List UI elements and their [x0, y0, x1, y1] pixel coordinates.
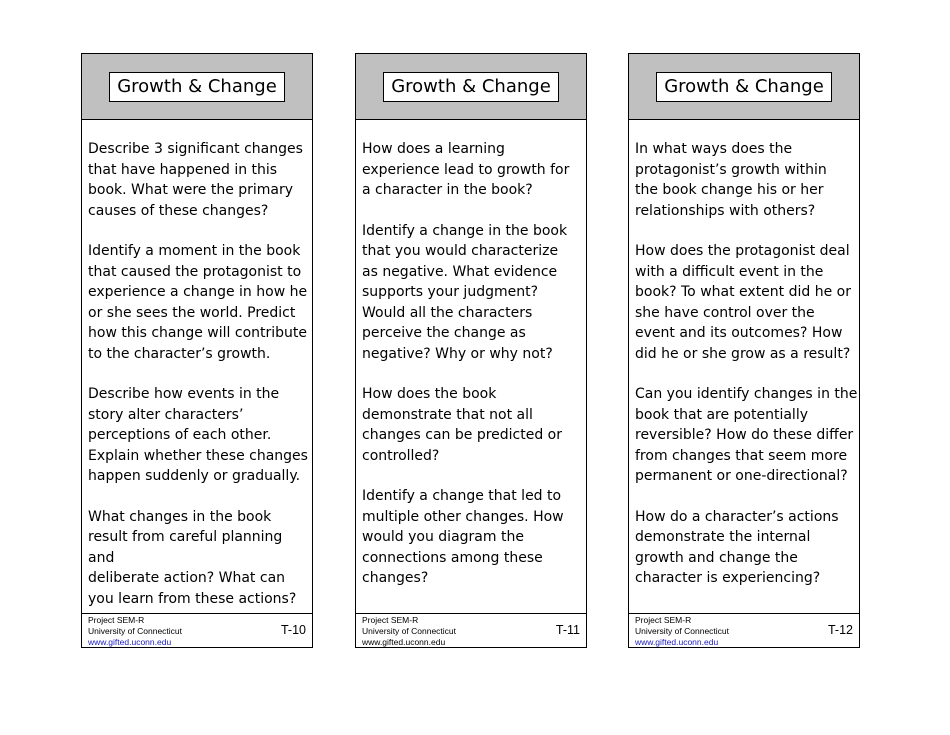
- footer-website-link[interactable]: www.gifted.uconn.edu: [635, 637, 719, 647]
- card-title: Growth & Change: [109, 72, 285, 102]
- card-t-12: [628, 53, 860, 648]
- card-body: [82, 120, 312, 614]
- footer-university: University of Connecticut: [362, 626, 457, 636]
- footer-website: www.gifted.uconn.edu: [362, 637, 446, 647]
- card-body: [356, 120, 586, 614]
- question: Can you identify changes in the book that are potentially reversible? How do these differ from changes that seem more permanent or one-directional?: [635, 386, 858, 484]
- footer-project: Project SEM-R: [362, 615, 419, 625]
- card-t-11: [355, 53, 587, 648]
- card-code: T-11: [555, 623, 580, 637]
- card-header: [356, 54, 586, 120]
- card-title: Growth & Change: [383, 72, 559, 102]
- card-code: T-12: [827, 623, 853, 637]
- card-header: [82, 54, 312, 120]
- card-title: Growth & Change: [656, 72, 832, 102]
- question: Identify a moment in the book that caused the protagonist to experience a change in how he or she sees the world. Predict how this change will contribute to the character’s growth.: [88, 243, 308, 362]
- question: How do a character’s actions demonstrate the internal growth and change the character is experiencing?: [635, 508, 839, 586]
- card-footer: [629, 614, 859, 647]
- footer-project: Project SEM-R: [635, 615, 692, 625]
- card-body: [629, 120, 859, 614]
- question: What changes in the book result from careful planning and deliberate action? What can you learn from these actions?: [88, 508, 297, 607]
- question: Describe 3 significant changes that have happened in this book. What were the primary causes of these changes?: [88, 141, 303, 219]
- footer-university: University of Connecticut: [88, 626, 183, 636]
- question: In what ways does the protagonist’s growth within the book change his or her relationships with others?: [635, 141, 827, 219]
- question: How does the book demonstrate that not all changes can be predicted or controlled?: [362, 386, 562, 464]
- footer-project: Project SEM-R: [88, 615, 145, 625]
- question: How does a learning experience lead to growth for a character in the book?: [362, 141, 570, 198]
- card-footer: [356, 614, 586, 647]
- footer-website-link[interactable]: www.gifted.uconn.edu: [88, 637, 172, 647]
- card-code: T-10: [280, 623, 306, 637]
- card-header: [629, 54, 859, 120]
- question: Identify a change that led to multiple other changes. How would you diagram the connections among these changes?: [362, 488, 564, 586]
- footer-university: University of Connecticut: [635, 626, 730, 636]
- card-footer: [82, 614, 312, 647]
- card-t-10: [81, 53, 313, 648]
- question: How does the protagonist deal with a difficult event in the book? To what extent did he or she have control over the event and its outcomes? How did he or she grow as a result?: [635, 243, 851, 362]
- question: Describe how events in the story alter characters’ perceptions of each other. Explain whether these changes happen suddenly or gradually.: [88, 386, 308, 484]
- question: Identify a change in the book that you would characterize as negative. What evidence supports your judgment? Would all the characters perceive the change as negative? Why or why not?: [362, 222, 568, 362]
